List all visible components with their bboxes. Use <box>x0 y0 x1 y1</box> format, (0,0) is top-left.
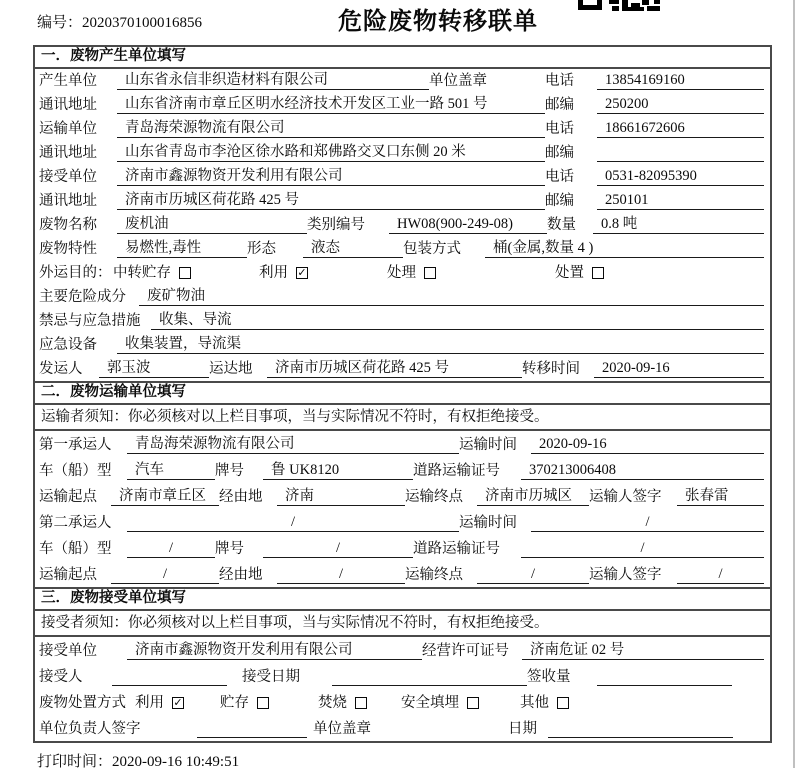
document-number-value: 2020370100016856 <box>82 15 203 31</box>
receive-unit-value: 济南市鑫源物资开发利用有限公司 <box>127 642 422 660</box>
row-receive-unit <box>35 637 770 663</box>
producer-phone-label: 电话 <box>545 73 574 89</box>
transporter-address-label: 通讯地址 <box>39 145 97 161</box>
emergency-measures-value: 收集、导流 <box>151 312 764 330</box>
disposal-utilize <box>135 695 184 712</box>
purpose-utilize <box>259 265 308 282</box>
purpose-treat-label: 处理 <box>387 265 416 281</box>
emergency-equipment-label: 应急设备 <box>39 337 97 353</box>
row-waste-traits <box>35 237 770 261</box>
row-disposal-method <box>35 689 770 715</box>
disposal-other-label: 其他 <box>520 695 549 711</box>
destination-value: 济南市历城区荷花路 425 号 <box>267 360 522 378</box>
purpose-utilize-checkbox: ✓ <box>297 266 307 279</box>
second-origin-label: 运输起点 <box>39 567 97 583</box>
emergency-measures-label: 禁忌与应急措施 <box>39 313 141 329</box>
first-vehicle-type-value: 汽车 <box>127 462 215 480</box>
qr-code-fragment <box>578 0 662 11</box>
first-carrier-sign-label: 运输人签字 <box>589 489 662 505</box>
disposal-incinerate-checkbox <box>355 697 367 709</box>
first-carrier-value: 青岛海荣源物流有限公司 <box>127 436 459 454</box>
second-carrier-sign-label: 运输人签字 <box>589 567 662 583</box>
receiver-phone-label: 电话 <box>545 169 574 185</box>
second-plate-value: / <box>263 540 413 558</box>
row-first-route <box>35 483 770 509</box>
row-second-route <box>35 561 770 587</box>
row-first-carrier <box>35 431 770 457</box>
row-receiver-address <box>35 189 770 213</box>
first-transport-time-value: 2020-09-16 <box>531 436 764 454</box>
quantity-label: 数量 <box>547 217 576 233</box>
row-receiver-unit <box>35 165 770 189</box>
section-receiver-header: 三．废物接受单位填写 <box>35 589 770 611</box>
first-transport-time-label: 运输时间 <box>459 437 517 453</box>
receiver-unit-value: 济南市鑫源物资开发利用有限公司 <box>117 168 545 186</box>
first-origin-value: 济南市章丘区 <box>111 488 219 506</box>
form-state-value: 液态 <box>303 240 403 258</box>
first-origin-label: 运输起点 <box>39 489 97 505</box>
transporter-address-value: 山东省青岛市李沧区徐水路和郑佛路交叉口东侧 20 米 <box>117 144 545 162</box>
destination-label: 运达地 <box>209 361 253 377</box>
receiver-unit-label: 接受单位 <box>39 169 97 185</box>
hazard-component-value: 废矿物油 <box>139 288 764 306</box>
second-transport-time-label: 运输时间 <box>459 515 517 531</box>
section-producer-header: 一．废物产生单位填写 <box>35 47 770 69</box>
receive-person-value <box>112 685 227 686</box>
row-receive-notice: 接受者须知：你必须核对以上栏目事项，当与实际情况不符时，有权拒绝接受。 <box>35 611 770 637</box>
purpose-transit-storage <box>113 265 191 282</box>
receive-unit-seal-label: 单位盖章 <box>313 721 371 737</box>
purpose-transit-storage-checkbox <box>179 267 191 279</box>
second-carrier-label: 第二承运人 <box>39 515 112 531</box>
row-second-vehicle <box>35 535 770 561</box>
first-plate-label: 牌号 <box>215 463 244 479</box>
first-terminus-value: 济南市历城区 <box>477 488 589 506</box>
row-responsible-sign <box>35 715 770 741</box>
receiver-zip-label: 邮编 <box>545 193 574 209</box>
section-transport-header: 二．废物运输单位填写 <box>35 383 770 405</box>
disposal-landfill <box>401 695 479 712</box>
disposal-incinerate <box>318 695 367 712</box>
second-transport-time-value: / <box>531 514 764 532</box>
row-emergency-equipment <box>35 333 770 357</box>
row-producer-address <box>35 93 770 117</box>
first-carrier-label: 第一承运人 <box>39 437 112 453</box>
producer-unit-value: 山东省永信非织造材料有限公司 <box>117 72 429 90</box>
purpose-dispose-checkbox <box>592 267 604 279</box>
first-terminus-label: 运输终点 <box>405 489 463 505</box>
producer-phone-value: 13854169160 <box>597 72 764 90</box>
transporter-zip-label: 邮编 <box>545 145 574 161</box>
second-via-label: 经由地 <box>219 567 263 583</box>
second-vehicle-type-label: 车（船）型 <box>39 541 112 557</box>
row-emergency-measures <box>35 309 770 333</box>
second-carrier-value: / <box>127 514 459 532</box>
emergency-equipment-value: 收集装置，导流渠 <box>117 336 764 354</box>
second-terminus-value: / <box>477 566 589 584</box>
producer-zip-value: 250200 <box>597 96 764 114</box>
first-road-permit-value: 370213006408 <box>521 462 764 480</box>
row-waste-name <box>35 213 770 237</box>
receive-person-label: 接受人 <box>39 669 83 685</box>
responsible-sign-value <box>197 737 307 738</box>
receive-date2-value <box>548 737 733 738</box>
page-title: 危险废物转移联单 <box>338 8 538 35</box>
disposal-utilize-label: 利用 <box>135 695 164 711</box>
received-amount-label: 签收量 <box>527 669 571 685</box>
waste-name-value: 废机油 <box>117 216 307 234</box>
row-transport-notice: 运输者须知：你必须核对以上栏目事项，当与实际情况不符时，有权拒绝接受。 <box>35 405 770 431</box>
section-producer <box>35 47 770 381</box>
disposal-incinerate-label: 焚烧 <box>318 695 347 711</box>
transporter-phone-value: 18661672606 <box>597 120 764 138</box>
transporter-unit-label: 运输单位 <box>39 121 97 137</box>
row-transfer-purpose <box>35 261 770 285</box>
receiver-phone-value: 0531-82095390 <box>597 168 764 186</box>
first-road-permit-label: 道路运输证号 <box>413 463 500 479</box>
row-consignor <box>35 357 770 381</box>
producer-address-label: 通讯地址 <box>39 97 97 113</box>
section-transport <box>35 381 770 587</box>
receiver-address-label: 通讯地址 <box>39 193 97 209</box>
first-vehicle-type-label: 车（船）型 <box>39 463 112 479</box>
operation-permit-value: 济南危证 02 号 <box>522 642 764 660</box>
hazard-component-label: 主要危险成分 <box>39 289 126 305</box>
consignor-value: 郭玉波 <box>99 360 209 378</box>
purpose-dispose-label: 处置 <box>555 265 584 281</box>
second-road-permit-label: 道路运输证号 <box>413 541 500 557</box>
responsible-sign-label: 单位负责人签字 <box>39 721 141 737</box>
row-producer-unit <box>35 69 770 93</box>
second-plate-label: 牌号 <box>215 541 244 557</box>
document-number-label: 编号： <box>37 15 83 31</box>
unit-seal-label: 单位盖章 <box>429 73 487 89</box>
packaging-value: 桶(金属,数量 4 ) <box>485 240 764 258</box>
purpose-treat <box>387 265 436 282</box>
packaging-label: 包装方式 <box>403 241 461 257</box>
category-code-value: HW08(900-249-08) <box>389 216 547 234</box>
first-carrier-sign-value: 张春雷 <box>677 488 764 506</box>
transfer-date-label: 转移时间 <box>522 361 580 377</box>
form-state-label: 形态 <box>247 241 276 257</box>
receive-date-value <box>332 685 527 686</box>
row-second-carrier <box>35 509 770 535</box>
receive-unit-label: 接受单位 <box>39 643 97 659</box>
second-origin-value: / <box>111 566 219 584</box>
producer-unit-label: 产生单位 <box>39 73 97 89</box>
row-transporter-unit <box>35 117 770 141</box>
waste-traits-label: 废物特性 <box>39 241 97 257</box>
page-edge-line <box>793 0 795 768</box>
receive-date-label: 接受日期 <box>242 669 300 685</box>
first-plate-value: 鲁 UK8120 <box>263 462 413 480</box>
transporter-unit-value: 青岛海荣源物流有限公司 <box>117 120 545 138</box>
disposal-other <box>520 695 569 712</box>
second-terminus-label: 运输终点 <box>405 567 463 583</box>
transfer-purpose-label: 外运目的： <box>39 265 112 281</box>
operation-permit-label: 经营许可证号 <box>422 643 509 659</box>
transporter-zip-value <box>597 161 764 162</box>
second-carrier-sign-value: / <box>677 566 764 584</box>
transfer-date-value: 2020-09-16 <box>594 360 764 378</box>
second-vehicle-type-value: / <box>127 540 215 558</box>
row-first-vehicle <box>35 457 770 483</box>
producer-zip-label: 邮编 <box>545 97 574 113</box>
disposal-storage-label: 贮存 <box>220 695 249 711</box>
producer-address-value: 山东省济南市章丘区明水经济技术开发区工业一路 501 号 <box>117 96 545 114</box>
print-time-label: 打印时间： <box>37 754 113 770</box>
quantity-value: 0.8 吨 <box>593 216 764 234</box>
disposal-storage <box>220 695 269 712</box>
section-receiver <box>35 587 770 741</box>
disposal-other-checkbox <box>557 697 569 709</box>
category-code-label: 类别编号 <box>307 217 365 233</box>
disposal-landfill-label: 安全填埋 <box>401 695 459 711</box>
row-hazard-component <box>35 285 770 309</box>
disposal-landfill-checkbox <box>467 697 479 709</box>
second-road-permit-value: / <box>521 540 764 558</box>
disposal-utilize-checkbox: ✓ <box>173 696 183 709</box>
disposal-method-label: 废物处置方式 <box>39 695 126 711</box>
receive-date2-label: 日期 <box>508 721 537 737</box>
transfer-form-table <box>33 45 772 743</box>
print-time-value: 2020-09-16 10:49:51 <box>112 754 240 770</box>
waste-name-label: 废物名称 <box>39 217 97 233</box>
first-via-label: 经由地 <box>219 489 263 505</box>
row-transporter-address <box>35 141 770 165</box>
disposal-storage-checkbox <box>257 697 269 709</box>
waste-traits-value: 易燃性,毒性 <box>117 240 247 258</box>
first-via-value: 济南 <box>277 488 405 506</box>
receiver-address-value: 济南市历城区荷花路 425 号 <box>117 192 545 210</box>
second-via-value: / <box>277 566 405 584</box>
received-amount-value <box>597 685 732 686</box>
purpose-utilize-label: 利用 <box>259 265 288 281</box>
consignor-label: 发运人 <box>39 361 83 377</box>
transporter-phone-label: 电话 <box>545 121 574 137</box>
purpose-dispose <box>555 265 604 282</box>
purpose-transit-storage-label: 中转贮存 <box>113 265 171 281</box>
receiver-zip-value: 250101 <box>597 192 764 210</box>
purpose-treat-checkbox <box>424 267 436 279</box>
row-receive-person <box>35 663 770 689</box>
